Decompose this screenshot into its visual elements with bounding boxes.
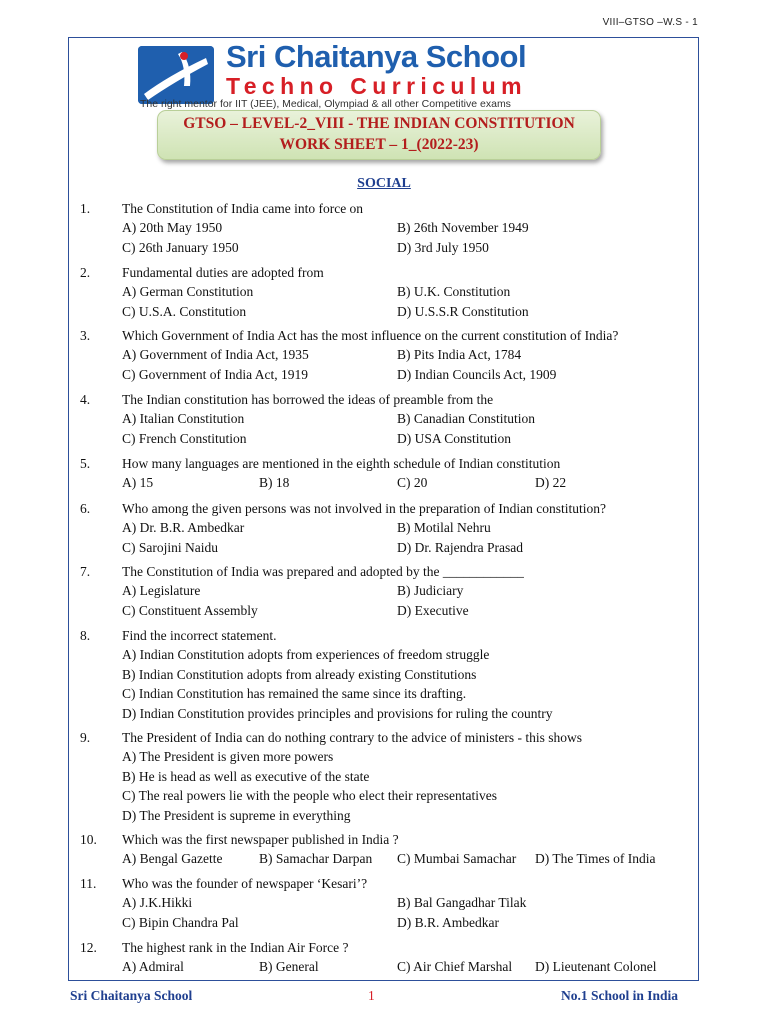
option-b: B) Indian Constitution adopts from already existing Constitutions <box>122 666 477 682</box>
option-b: B) 18 <box>259 475 290 491</box>
option-c: C) Bipin Chandra Pal <box>122 914 239 930</box>
question-number: 12. <box>80 940 97 955</box>
option-d: D) 22 <box>535 475 567 491</box>
question-number: 5. <box>80 456 91 471</box>
question-text: Find the incorrect statement. <box>122 628 277 643</box>
option-a: A) Indian Constitution adopts from experiences of freedom struggle <box>122 647 490 663</box>
question-item <box>80 938 690 977</box>
option-b: B) Judiciary <box>397 583 464 599</box>
option-a: A) Italian Constitution <box>122 411 245 427</box>
banner-line-2: WORK SHEET – 1_(2022-23) <box>279 136 479 153</box>
question-item <box>80 199 690 257</box>
question-text: Who among the given persons was not involved in the preparation of Indian constitution? <box>122 501 607 516</box>
option-a: A) J.K.Hikki <box>122 895 193 911</box>
question-text: The highest rank in the Indian Air Force ? <box>122 940 349 955</box>
question-text: Which Government of India Act has the most influence on the current constitution of India? <box>122 328 619 343</box>
option-a: A) Bengal Gazette <box>122 851 223 867</box>
page-code: VIII–GTSO –W.S - 1 <box>602 17 698 28</box>
option-c: C) U.S.A. Constitution <box>122 303 247 319</box>
question-item <box>80 874 690 932</box>
option-d: D) Lieutenant Colonel <box>535 959 657 975</box>
footer-school-name: Sri Chaitanya School <box>70 988 193 1003</box>
option-d: D) Executive <box>397 602 469 618</box>
question-number: 3. <box>80 328 91 343</box>
section-title <box>0 176 768 192</box>
option-c: C) Government of India Act, 1919 <box>122 366 308 382</box>
question-item <box>80 499 690 557</box>
option-c: C) 20 <box>397 475 428 491</box>
question-item <box>80 728 690 825</box>
option-d: D) 3rd July 1950 <box>397 239 489 255</box>
option-d: D) The Times of India <box>535 851 656 867</box>
option-c: C) French Constitution <box>122 430 247 446</box>
option-a: A) 20th May 1950 <box>122 220 223 236</box>
option-b: B) Samachar Darpan <box>259 851 373 867</box>
question-item <box>80 562 690 620</box>
option-b: B) 26th November 1949 <box>397 220 529 236</box>
option-a: A) Admiral <box>122 959 184 975</box>
logo-emblem-icon <box>138 46 214 104</box>
question-text: The President of India can do nothing contrary to the advice of ministers - this shows <box>122 730 583 745</box>
question-item <box>80 626 690 723</box>
option-d: D) Indian Constitution provides principles and provisions for ruling the country <box>122 705 553 721</box>
footer-page-number: 1 <box>368 988 375 1003</box>
question-number: 9. <box>80 730 91 745</box>
option-b: B) Canadian Constitution <box>397 411 535 427</box>
option-a: A) The President is given more powers <box>122 749 334 765</box>
option-c: C) The real powers lie with the people who elect their representatives <box>122 788 497 804</box>
question-item <box>80 830 690 869</box>
question-item <box>80 390 690 448</box>
option-a: A) Government of India Act, 1935 <box>122 347 309 363</box>
section-title-text: SOCIAL <box>357 176 411 191</box>
question-item <box>80 454 690 493</box>
option-c: C) Sarojini Naidu <box>122 539 218 555</box>
option-a: A) 15 <box>122 475 154 491</box>
option-d: D) Dr. Rajendra Prasad <box>397 539 523 555</box>
banner-line-1: GTSO – LEVEL-2_VIII - THE INDIAN CONSTITUTION <box>183 115 575 132</box>
question-text: Who was the founder of newspaper ‘Kesari’? <box>122 876 368 891</box>
option-d: D) B.R. Ambedkar <box>397 914 499 930</box>
option-b: B) Motilal Nehru <box>397 520 491 536</box>
question-text: How many languages are mentioned in the eighth schedule of Indian constitution <box>122 456 561 471</box>
option-d: D) The President is supreme in everything <box>122 807 351 823</box>
question-item <box>80 263 690 321</box>
option-b: B) Bal Gangadhar Tilak <box>397 895 527 911</box>
question-number: 1. <box>80 201 91 216</box>
option-d: D) Indian Councils Act, 1909 <box>397 366 557 382</box>
question-text: Fundamental duties are adopted from <box>122 265 324 280</box>
option-a: A) Dr. B.R. Ambedkar <box>122 520 245 536</box>
option-c: C) 26th January 1950 <box>122 239 239 255</box>
option-a: A) Legislature <box>122 583 201 599</box>
option-c: C) Constituent Assembly <box>122 602 258 618</box>
question-item <box>80 326 690 384</box>
question-number: 11. <box>80 876 97 891</box>
option-b: B) He is head as well as executive of the state <box>122 768 370 784</box>
question-text: The Indian constitution has borrowed the ideas of preamble from the <box>122 392 494 407</box>
logo-subtitle: Techno Curriculum <box>226 73 527 99</box>
question-text: Which was the first newspaper published in India ? <box>122 832 399 847</box>
option-a: A) German Constitution <box>122 284 254 300</box>
question-text: The Constitution of India was prepared and adopted by the ____________ <box>122 564 524 579</box>
question-number: 2. <box>80 265 91 280</box>
option-b: B) U.K. Constitution <box>397 284 511 300</box>
option-c: C) Air Chief Marshal <box>397 959 513 975</box>
question-number: 7. <box>80 564 91 579</box>
option-b: B) Pits India Act, 1784 <box>397 347 522 363</box>
worksheet-banner <box>157 110 601 160</box>
question-text: The Constitution of India came into force on <box>122 201 364 216</box>
option-c: C) Indian Constitution has remained the same since its drafting. <box>122 686 467 702</box>
option-b: B) General <box>259 959 319 975</box>
option-c: C) Mumbai Samachar <box>397 851 517 867</box>
question-number: 4. <box>80 392 91 407</box>
question-number: 6. <box>80 501 91 516</box>
option-d: D) U.S.S.R Constitution <box>397 303 529 319</box>
question-number: 10. <box>80 832 97 847</box>
logo-title: Sri Chaitanya School <box>226 39 527 74</box>
option-d: D) USA Constitution <box>397 430 512 446</box>
question-number: 8. <box>80 628 91 643</box>
logo-tagline: The right mentor for IIT (JEE), Medical, Olympiad & all other Competitive exams <box>140 98 511 110</box>
school-logo <box>138 39 638 111</box>
footer-slogan: No.1 School in India <box>560 988 678 1003</box>
